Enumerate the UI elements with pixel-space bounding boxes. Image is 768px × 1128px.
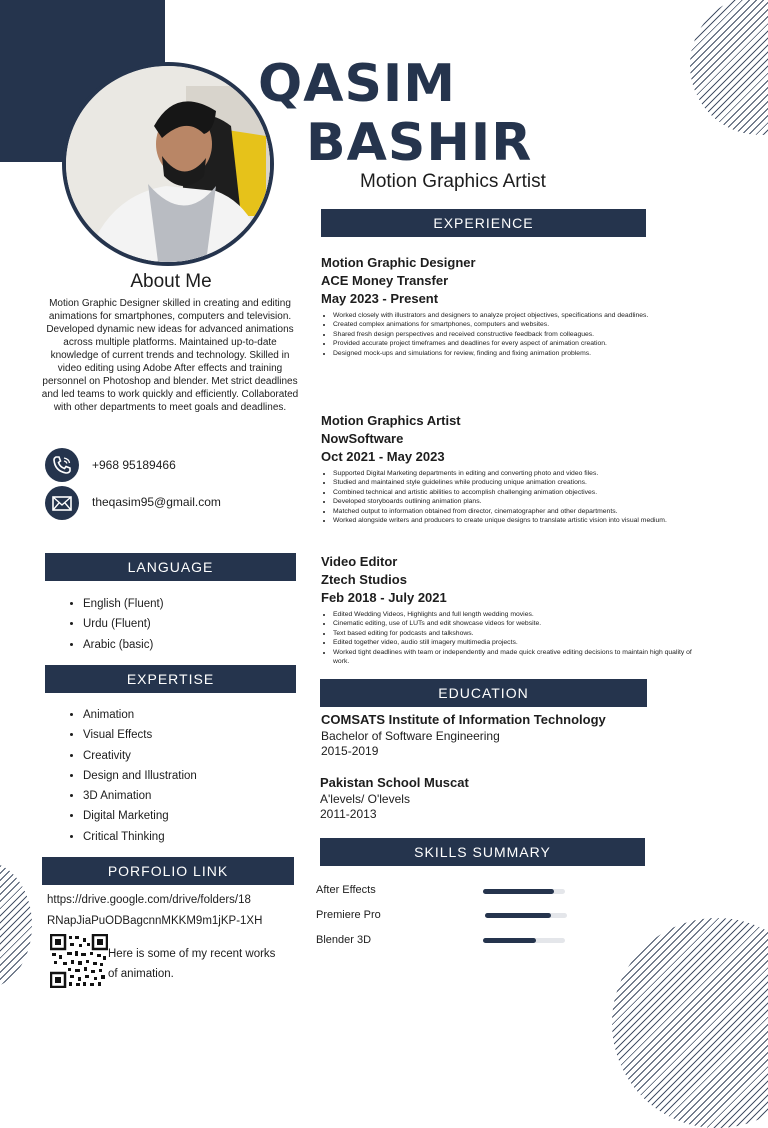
list-item: • Design and Illustration [83, 766, 197, 786]
list-item: • Text based editing for podcasts and talkshows. [333, 629, 698, 638]
years: 2011-2013 [320, 807, 377, 821]
job-entry [321, 254, 688, 358]
portfolio-url-line-2[interactable]: RNapJiaPuODBagcnnMKKM9m1jKP-1XH [47, 915, 263, 927]
list-item: • Shared fresh design perspectives and received constructive feedback from colleagues. [333, 330, 688, 339]
qr-code-icon[interactable] [50, 934, 108, 988]
school-name: COMSATS Institute of Information Technology [321, 712, 606, 727]
list-item: • Developed storyboards outlining animation plans. [333, 497, 698, 506]
list-item: • Arabic (basic) [83, 635, 164, 655]
list-item: • Worked tight deadlines with team or independently and made quick creative editing decisions to maintain high quality of work. [333, 648, 698, 667]
list-item: • Worked closely with illustrators and designers to analyze project objectives, specifications and deadlines. [333, 311, 688, 320]
list-item: • Edited Wedding Videos, Highlights and full length wedding movies. [333, 610, 698, 619]
education-entry [320, 775, 469, 822]
list-item: • Combined technical and artistic abilities to accomplish challenging animation objectives. [333, 488, 698, 497]
list-item: • Provided accurate project timeframes and deadlines for every aspect of animation creation. [333, 339, 688, 348]
email-address: theqasim95@gmail.com [92, 495, 221, 509]
education-entry [321, 712, 606, 759]
job-bullets [321, 311, 688, 358]
language-list [45, 594, 164, 655]
job-entry [321, 553, 698, 666]
years: 2015-2019 [321, 744, 379, 758]
hatch-circle-bottom-left [0, 862, 32, 988]
list-item: • 3D Animation [83, 786, 197, 806]
list-item: • Cinematic editing, use of LUTs and edit showcase videos for website. [333, 619, 698, 628]
skill-bar-fill [485, 913, 551, 918]
portfolio-note-line-2: of animation. [108, 968, 174, 980]
job-role: Video Editor [321, 554, 398, 569]
degree: Bachelor of Software Engineering [321, 729, 500, 743]
profile-photo [62, 62, 274, 266]
portfolio-heading: PORFOLIO LINK [42, 857, 294, 885]
skill-label: After Effects [316, 884, 376, 896]
list-item: • Urdu (Fluent) [83, 614, 164, 634]
degree: A'levels/ O'levels [320, 792, 410, 806]
portfolio-url-line-1[interactable]: https://drive.google.com/drive/folders/18 [47, 894, 251, 906]
skill-bar-track [485, 913, 567, 918]
school-name: Pakistan School Muscat [320, 775, 469, 790]
skill-label: Blender 3D [316, 934, 372, 946]
email-icon [45, 486, 79, 520]
list-item: • Visual Effects [83, 725, 197, 745]
skills-heading: SKILLS SUMMARY [320, 838, 645, 866]
job-role: Motion Graphic Designer [321, 255, 476, 270]
about-heading: About Me [130, 271, 212, 292]
list-item: • Creativity [83, 746, 197, 766]
job-dates: Feb 2018 - July 2021 [321, 590, 447, 605]
list-item: • Studied and maintained style guidelines while producing unique animation creations. [333, 478, 698, 487]
list-item: • Worked alongside writers and producers to create unique designs to translate artistic vision into visual medium. [333, 516, 698, 525]
language-heading: LANGUAGE [45, 553, 296, 581]
job-role: Motion Graphics Artist [321, 413, 461, 428]
job-dates: May 2023 - Present [321, 291, 439, 306]
person-icon [66, 66, 270, 262]
job-bullets [321, 469, 698, 525]
list-item: • Animation [83, 705, 197, 725]
skill-bar-fill [483, 889, 554, 894]
job-company: Ztech Studios [321, 572, 407, 587]
job-title: Motion Graphics Artist [360, 171, 546, 192]
portfolio-link[interactable] [47, 890, 262, 932]
education-heading: EDUCATION [320, 679, 647, 707]
first-name: QASIM [258, 54, 456, 114]
skill-label: Premiere Pro [316, 909, 381, 921]
portfolio-note-line-1: Here is some of my recent works [108, 948, 276, 960]
hatch-circle-bottom-right [612, 918, 768, 1128]
job-dates: Oct 2021 - May 2023 [321, 449, 445, 464]
job-company: ACE Money Transfer [321, 273, 449, 288]
experience-heading: EXPERIENCE [321, 209, 646, 237]
hatch-circle-top-right [690, 0, 768, 135]
list-item: • Critical Thinking [83, 827, 197, 847]
expertise-heading: EXPERTISE [45, 665, 296, 693]
job-entry [321, 412, 698, 525]
expertise-list [45, 705, 197, 847]
job-bullets [321, 610, 698, 666]
list-item: • Digital Marketing [83, 806, 197, 826]
last-name: BASHIR [306, 113, 533, 173]
list-item: • Supported Digital Marketing departments in editing and converting photo and video files. [333, 469, 698, 478]
phone-number: +968 95189466 [92, 458, 176, 472]
skill-bar-track [483, 889, 565, 894]
skill-bar-fill [483, 938, 536, 943]
list-item: • Matched output to information obtained from director, cinematographer and other departments. [333, 507, 698, 516]
phone-icon [45, 448, 79, 482]
about-text: Motion Graphic Designer skilled in creating and editing animations for smartphones, computers and television. Developed dynamic new ideas for advanced animations across multiple platforms. Maintained up-to-date knowledge of current trends and technology. Skilled in video editing using Adobe After effects and training personnel on Photoshop and blender. Met strict deadlines and led teams to work quickly and efficiently. Collaborated with other departments to meet goals and deadlines. [41, 298, 299, 413]
list-item: • Designed mock-ups and simulations for review, finding and fixing animation problems. [333, 349, 688, 358]
list-item: • Created complex animations for smartphones, computers and websites. [333, 320, 688, 329]
list-item: • English (Fluent) [83, 594, 164, 614]
job-company: NowSoftware [321, 431, 404, 446]
portfolio-note [108, 944, 275, 984]
list-item: • Edited together video, audio still imagery multimedia projects. [333, 638, 698, 647]
skill-bar-track [483, 938, 565, 943]
